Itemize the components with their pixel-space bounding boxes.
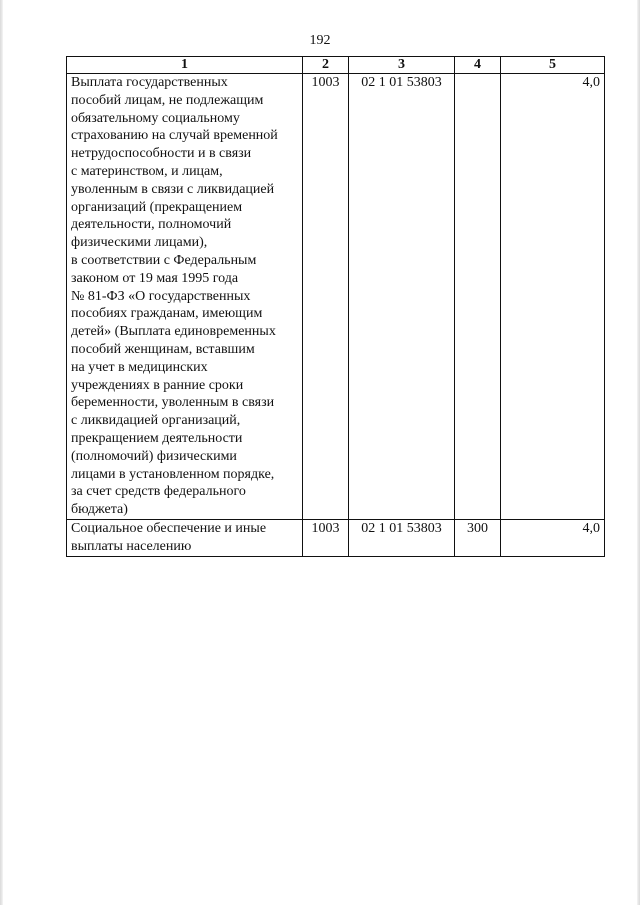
description-line: обязательному социальному [71, 110, 240, 126]
row-1-amount: 4,0 [501, 74, 605, 520]
description-line: физическими лицами), [71, 235, 208, 251]
header-col-5: 5 [501, 57, 605, 74]
table-row [67, 519, 605, 556]
row-1-expense-type [455, 74, 501, 520]
description-line: Социальное обеспечение и иные [71, 520, 267, 536]
header-col-1: 1 [67, 57, 303, 74]
description-line: страхованию на случай временной [71, 128, 278, 144]
description-line: выплаты населению [71, 538, 192, 554]
description-line: пособиях гражданам, имеющим [71, 306, 263, 322]
description-line: деятельности, полномочий [71, 217, 232, 233]
description-line: Выплата государственных [71, 75, 228, 90]
description-line: прекращением деятельности [71, 430, 243, 446]
description-line: с материнством, и лицам, [71, 163, 223, 179]
page-number: 192 [309, 33, 331, 48]
description-line: (полномочий) физическими [71, 448, 237, 464]
table-header-row [67, 57, 605, 74]
header-col-4: 4 [455, 57, 501, 74]
description-line: детей» (Выплата единовременных [71, 324, 276, 340]
description-line: уволенным в связи с ликвидацией [71, 181, 275, 197]
description-line: в соответствии с Федеральным [71, 252, 257, 268]
description-line: № 81-ФЗ «О государственных [71, 288, 251, 304]
description-line: с ликвидацией организаций, [71, 413, 241, 429]
scan-edge-left [0, 0, 3, 905]
row-1-target-code: 02 1 01 53803 [349, 74, 455, 520]
description-line: на учет в медицинских [71, 359, 208, 375]
row-1-section-code: 1003 [303, 74, 349, 520]
description-line: пособий женщинам, вставшим [71, 341, 255, 357]
row-2-description [67, 519, 303, 556]
description-line: бюджета) [71, 502, 128, 518]
budget-table [66, 56, 605, 557]
row-2-amount: 4,0 [501, 519, 605, 556]
table-row [67, 74, 605, 520]
row-2-section-code: 1003 [303, 519, 349, 556]
row-2-expense-type: 300 [455, 519, 501, 556]
header-col-2: 2 [303, 57, 349, 74]
header-col-3: 3 [349, 57, 455, 74]
row-2-target-code: 02 1 01 53803 [349, 519, 455, 556]
description-line: организаций (прекращением [71, 199, 243, 215]
description-line: пособий лицам, не подлежащим [71, 92, 264, 108]
description-line: учреждениях в ранние сроки [71, 377, 244, 393]
description-line: нетрудоспособности и в связи [71, 146, 252, 162]
description-line: лицами в установленном порядке, [71, 466, 275, 482]
row-1-description [67, 74, 303, 520]
description-line: законом от 19 мая 1995 года [71, 270, 239, 286]
description-line: беременности, уволенным в связи [71, 395, 275, 411]
description-line: за счет средств федерального [71, 484, 246, 500]
